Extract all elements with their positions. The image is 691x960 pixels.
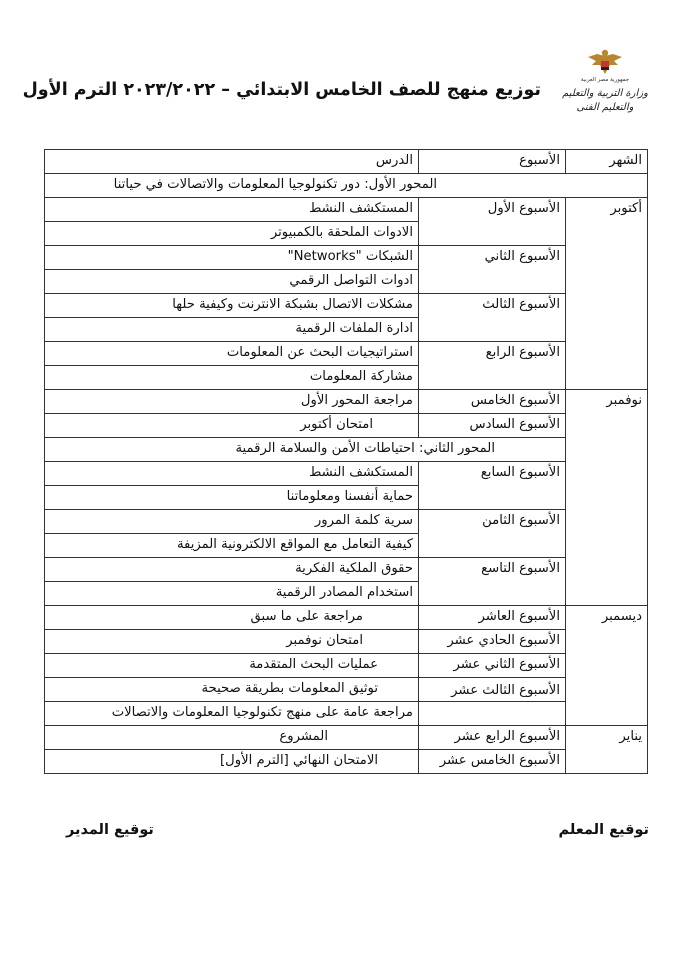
table-row	[45, 198, 648, 222]
week-cell: الأسبوع الثالث عشر	[419, 678, 566, 702]
lesson-cell: حماية أنفسنا ومعلوماتنا	[45, 486, 419, 510]
svg-text:وزارة التربية والتعليم: وزارة التربية والتعليم	[562, 88, 648, 99]
lesson-cell: حقوق الملكية الفكرية	[45, 558, 419, 582]
header-month: الشهر	[566, 150, 648, 174]
axis-1-label: المحور الأول: دور تكنولوجيا المعلومات والاتصالات في حياتنا	[45, 174, 648, 198]
week-cell: الأسبوع الرابع	[419, 342, 566, 390]
table-row	[45, 702, 648, 726]
axis-row	[45, 438, 648, 462]
table-row	[45, 342, 648, 366]
month-cell: أكتوبر	[566, 198, 648, 390]
page-title: توزيع منهج للصف الخامس الابتدائي – ٢٠٢٣/٢٠٢٢ الترم الأول	[22, 80, 541, 100]
week-cell	[419, 702, 566, 726]
svg-text:والتعليم الفنى: والتعليم الفنى	[576, 102, 634, 113]
lesson-cell: ادارة الملفات الرقمية	[45, 318, 419, 342]
table-row	[45, 654, 648, 678]
axis-2-label: المحور الثاني: احتياطات الأمن والسلامة الرقمية	[45, 438, 566, 462]
lesson-cell: الشبكات "Networks"	[45, 246, 419, 270]
month-cell: يناير	[566, 726, 648, 774]
week-cell: الأسبوع السابع	[419, 462, 566, 510]
axis-row	[45, 174, 648, 198]
lesson-cell: المستكشف النشط	[45, 462, 419, 486]
lesson-cell: امتحان أكتوبر	[45, 414, 419, 438]
table-row	[45, 246, 648, 270]
week-cell: الأسبوع الثالث	[419, 294, 566, 342]
curriculum-table	[44, 149, 648, 774]
teacher-signature-label: توقيع المعلم	[558, 822, 649, 838]
header-lesson: الدرس	[45, 150, 419, 174]
week-cell: الأسبوع العاشر	[419, 606, 566, 630]
lesson-cell: مراجعة المحور الأول	[45, 390, 419, 414]
table-row	[45, 462, 648, 486]
table-row	[45, 294, 648, 318]
header-week: الأسبوع	[419, 150, 566, 174]
table-row	[45, 678, 648, 702]
table-row	[45, 414, 648, 438]
lesson-cell: المستكشف النشط	[45, 198, 419, 222]
lesson-cell: مشكلات الاتصال بشبكة الانترنت وكيفية حلها	[45, 294, 419, 318]
lesson-cell: توثيق المعلومات بطريقة صحيحة	[45, 678, 419, 702]
week-cell: الأسبوع الرابع عشر	[419, 726, 566, 750]
egypt-ministry-eagle-logo-icon	[562, 48, 648, 122]
lesson-cell: امتحان نوفمبر	[45, 630, 419, 654]
table-row	[45, 390, 648, 414]
lesson-cell: استخدام المصادر الرقمية	[45, 582, 419, 606]
table-row	[45, 726, 648, 750]
logo-caption-top: جمهورية مصر العربية	[580, 77, 630, 83]
lesson-cell: المشروع	[45, 726, 419, 750]
lesson-cell: كيفية التعامل مع المواقع الالكترونية المزيفة	[45, 534, 419, 558]
week-cell: الأسبوع الخامس	[419, 390, 566, 414]
week-cell: الأسبوع الثامن	[419, 510, 566, 558]
lesson-cell: الادوات الملحقة بالكمبيوتر	[45, 222, 419, 246]
lesson-cell: عمليات البحث المتقدمة	[45, 654, 419, 678]
table-row	[45, 630, 648, 654]
lesson-cell: ادوات التواصل الرقمي	[45, 270, 419, 294]
table-row	[45, 750, 648, 774]
month-cell: نوفمبر	[566, 390, 648, 606]
ministry-logo	[562, 48, 648, 122]
month-cell: ديسمبر	[566, 606, 648, 726]
lesson-cell: سرية كلمة المرور	[45, 510, 419, 534]
lesson-cell: مراجعة عامة على منهج تكنولوجيا المعلومات والاتصالات	[45, 702, 419, 726]
week-cell: الأسبوع التاسع	[419, 558, 566, 606]
lesson-cell: استراتيجيات البحث عن المعلومات	[45, 342, 419, 366]
week-cell: الأسبوع السادس	[419, 414, 566, 438]
lesson-cell: الامتحان النهائي [الترم الأول]	[45, 750, 419, 774]
lesson-cell: مراجعة على ما سبق	[45, 606, 419, 630]
table-row	[45, 606, 648, 630]
week-cell: الأسبوع الثاني عشر	[419, 654, 566, 678]
week-cell: الأسبوع الثاني	[419, 246, 566, 294]
table-row	[45, 510, 648, 534]
table-header-row	[45, 150, 648, 174]
table-row	[45, 558, 648, 582]
week-cell: الأسبوع الأول	[419, 198, 566, 246]
lesson-cell: مشاركة المعلومات	[45, 366, 419, 390]
week-cell: الأسبوع الحادي عشر	[419, 630, 566, 654]
director-signature-label: توقيع المدير	[66, 822, 154, 838]
week-cell: الأسبوع الخامس عشر	[419, 750, 566, 774]
